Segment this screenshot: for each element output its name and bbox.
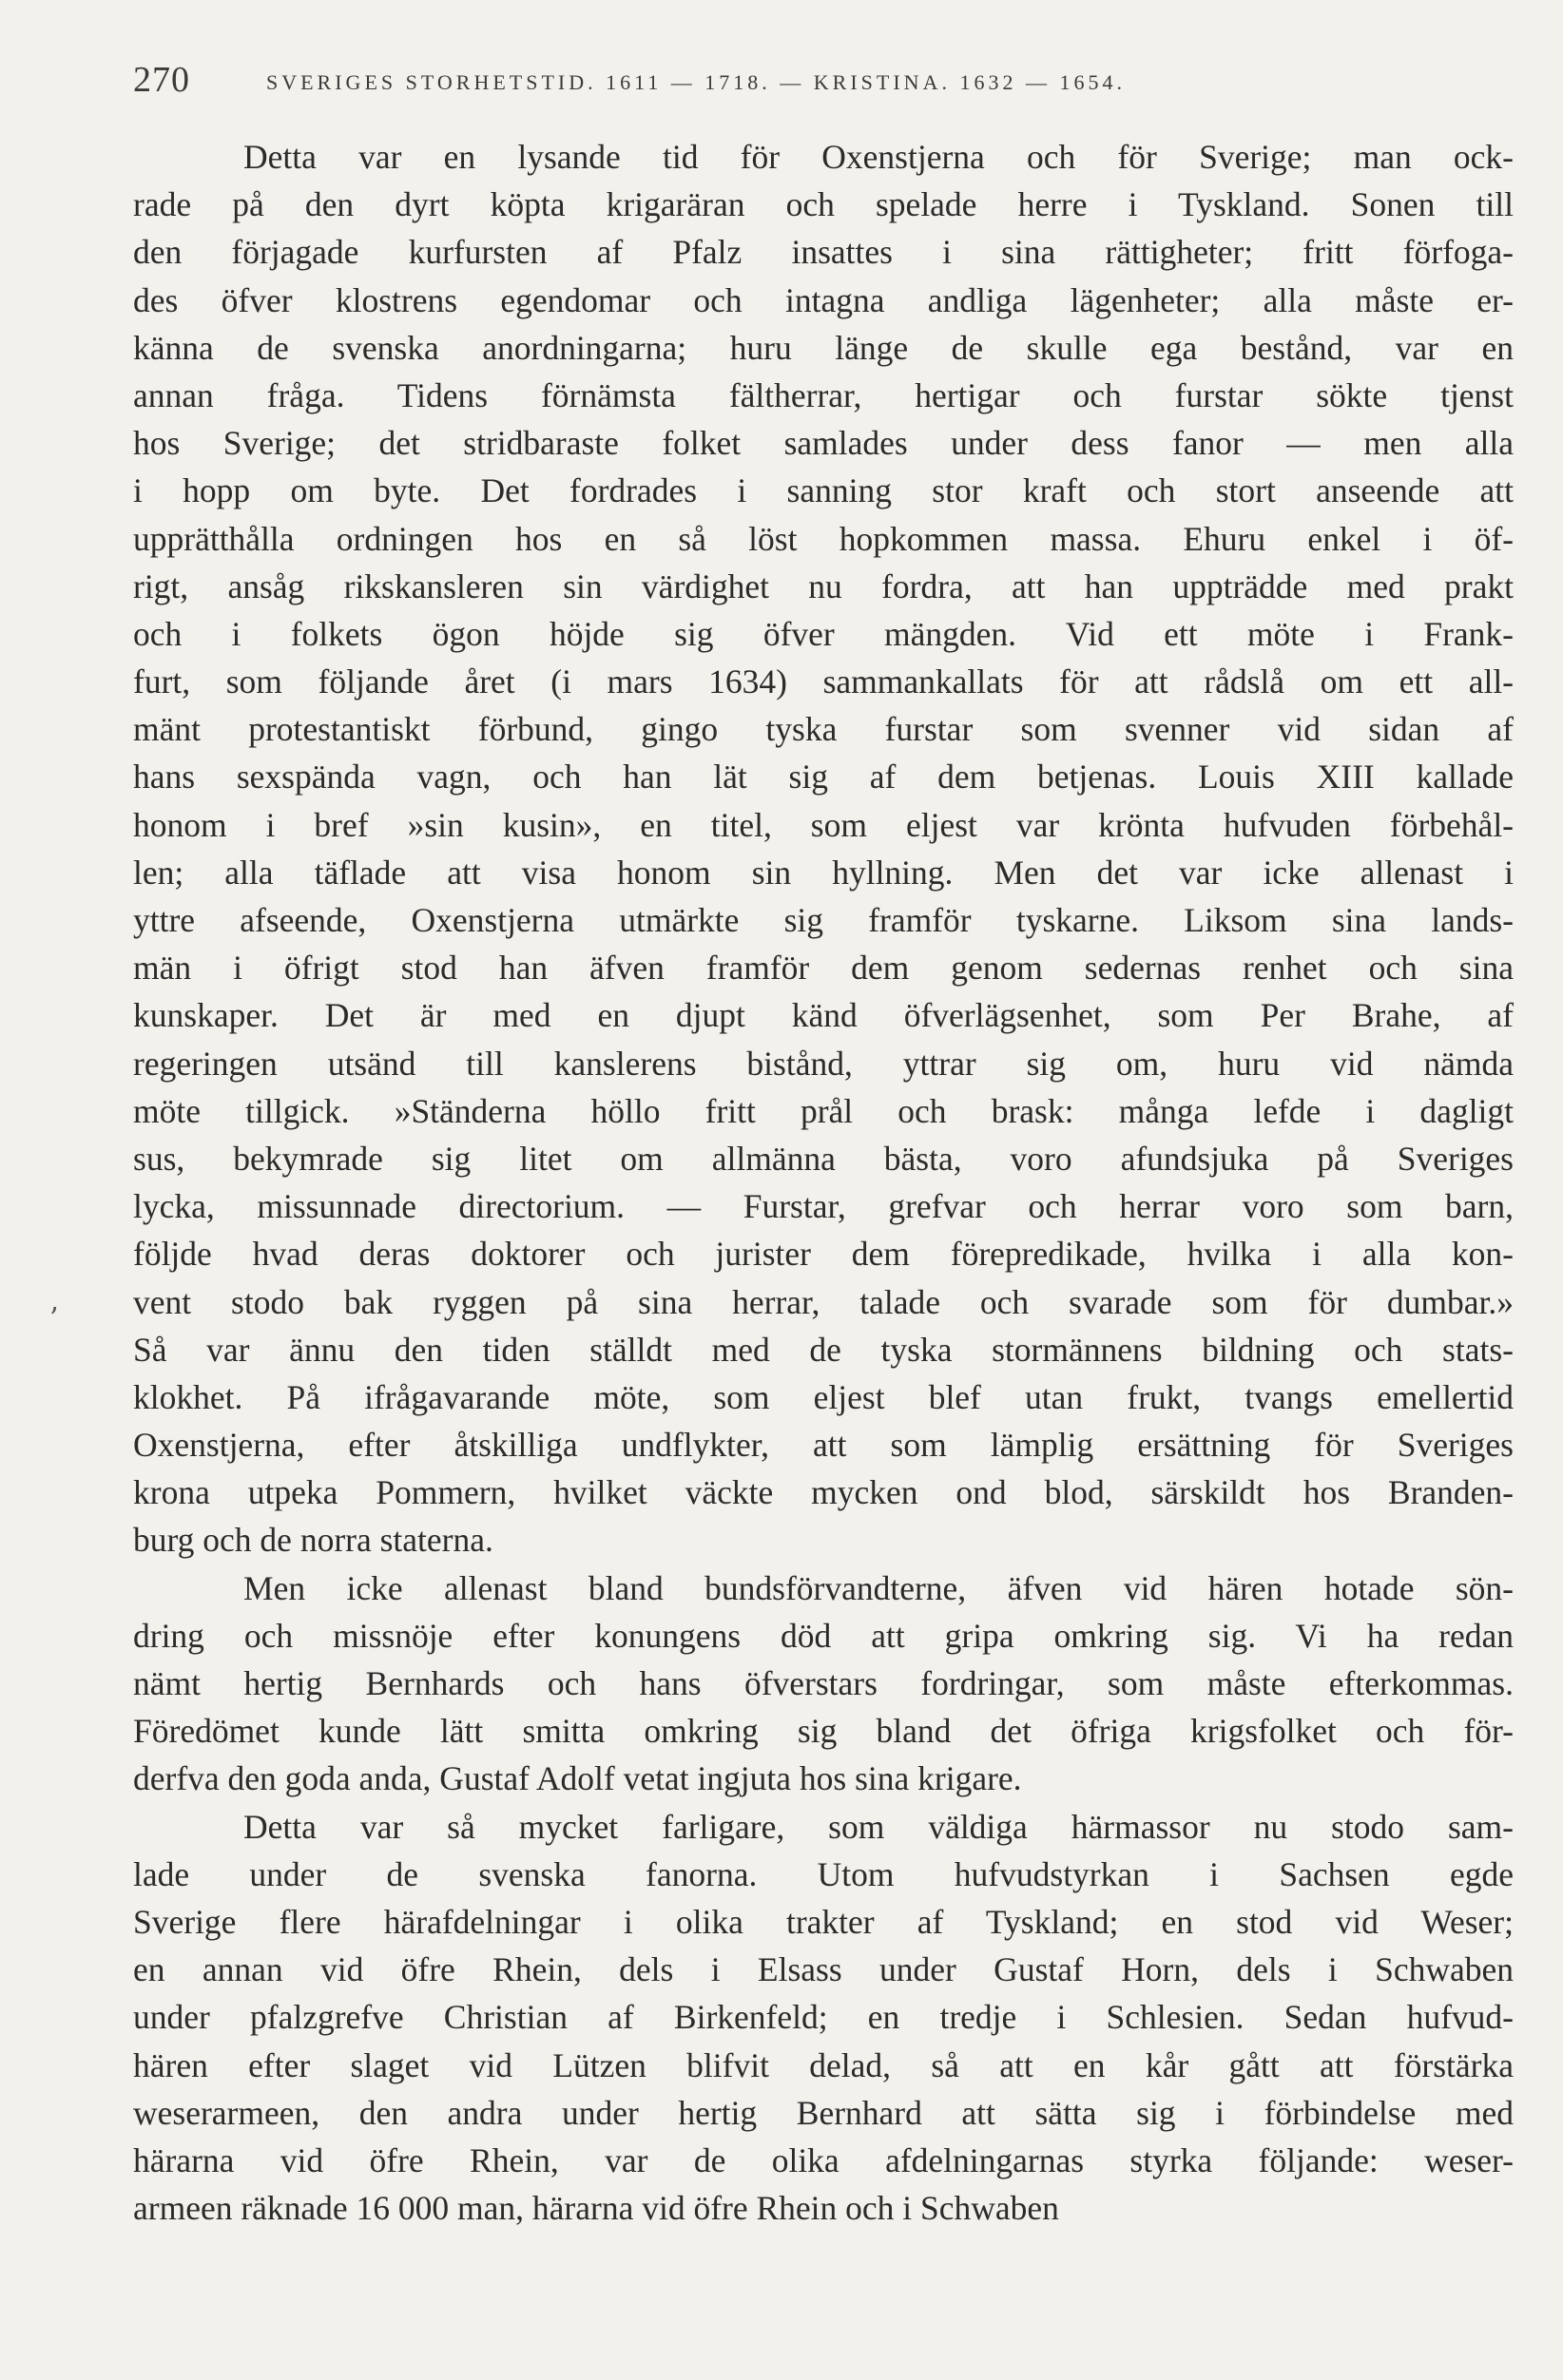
text-line: Oxenstjerna, efter åtskilliga undflykter, att som lämplig ersättning för Sveriges [133,1426,1514,1465]
text-line: des öfver klostrens egendomar och intagna andliga lägenheter; alla måste er- [133,280,1514,319]
text-line: Föredömet kunde lätt smitta omkring sig bland det öfriga krigsfolket och för- [133,1712,1514,1751]
text-line: Så var ännu den tiden ställdt med de tyska stormännens bildning och stats- [133,1330,1514,1369]
text-line: derfva den goda anda, Gustaf Adolf vetat ingjuta hos sina krigare. [133,1759,1022,1798]
text-line: honom i bref »sin kusin», en titel, som eljest var krönta hufvuden förbehål- [133,805,1514,844]
margin-mark: ’ [49,1302,59,1335]
text-line: hans sexspända vagn, och han lät sig af dem betjenas. Louis XIII kallade [133,758,1514,797]
paragraph [133,133,1514,1564]
text-line: hos Sverige; det stridbaraste folket samlades under dess fanor — men alla [133,424,1514,463]
text-line: dring och missnöje efter konungens död att gripa omkring sig. Vi ha redan [133,1616,1514,1655]
text-line: den förjagade kurfursten af Pfalz insattes i sina rättigheter; fritt förfoga- [133,233,1514,272]
page-number: 270 [133,60,190,100]
text-line: lycka, missunnade directorium. — Furstar, grefvar och herrar voro som barn, [133,1187,1514,1226]
text-line: hären efter slaget vid Lützen blifvit delad, så att en kår gått att förstärka [133,2045,1514,2084]
text-line: krona utpeka Pommern, hvilket väckte mycken ond blod, särskildt hos Branden- [133,1473,1514,1512]
text-line: Sverige flere härafdelningar i olika trakter af Tyskland; en stod vid Weser; [133,1902,1514,1941]
text-line: sus, bekymrade sig litet om allmänna bästa, voro afundsjuka på Sveriges [133,1139,1514,1178]
text-line: rade på den dyrt köpta krigaräran och spelade herre i Tyskland. Sonen till [133,185,1514,224]
text-line: lade under de svenska fanorna. Utom hufvudstyrkan i Sachsen egde [133,1854,1514,1893]
body-text [133,133,1514,2232]
text-line: regeringen utsänd till kanslerens bistånd, yttrar sig om, huru vid nämda [133,1044,1514,1083]
text-line: mänt protestantiskt förbund, gingo tyska furstar som svenner vid sidan af [133,710,1514,749]
text-line: kunskaper. Det är med en djupt känd öfverlägsenhet, som Per Brahe, af [133,996,1514,1035]
text-line: nämt hertig Bernhards och hans öfverstars fordringar, som måste efterkommas. [133,1664,1514,1702]
text-line: klokhet. På ifrågavarande möte, som eljest blef utan frukt, tvangs emellertid [133,1377,1514,1416]
text-line: armeen räknade 16 000 man, härarna vid öfre Rhein och i Schwaben [133,2189,1059,2228]
text-line: burg och de norra staterna. [133,1521,493,1560]
text-line: weserarmeen, den andra under hertig Bernhard att sätta sig i förbindelse med [133,2093,1514,2132]
paragraph [133,1803,1514,2233]
text-line: under pfalzgrefve Christian af Birkenfeld; en tredje i Schlesien. Sedan hufvud- [133,1998,1514,2037]
text-line: vent stodo bak ryggen på sina herrar, talade och svarade som för dumbar.» [133,1282,1514,1321]
text-line: och i folkets ögon höjde sig öfver mängden. Vid ett möte i Frank- [133,614,1514,653]
text-line: en annan vid öfre Rhein, dels i Elsass under Gustaf Horn, dels i Schwaben [133,1950,1514,1989]
page-header [133,59,1540,116]
text-line: i hopp om byte. Det fordrades i sanning stor kraft och stort anseende att [133,471,1514,510]
text-line: annan fråga. Tidens förnämsta fältherrar, hertigar och furstar sökte tjenst [133,375,1514,414]
text-line: känna de svenska anordningarna; huru länge de skulle ega bestånd, var en [133,328,1514,367]
text-line: Detta var en lysande tid för Oxenstjerna och för Sverige; man ock- [243,138,1514,176]
paragraph [133,1564,1514,1803]
text-line: upprätthålla ordningen hos en så löst hopkommen massa. Ehuru enkel i öf- [133,519,1514,558]
text-line: Men icke allenast bland bundsförvandterne, äfven vid hären hotade sön- [243,1568,1514,1607]
running-title: SVERIGES STORHETSTID. 1611 — 1718. — KRISTINA. 1632 — 1654. [266,70,1126,94]
text-line: yttre afseende, Oxenstjerna utmärkte sig framför tyskarne. Liksom sina lands- [133,901,1514,939]
text-line: rigt, ansåg rikskansleren sin värdighet nu fordra, att han uppträdde med prakt [133,566,1514,605]
text-line: möte tillgick. »Ständerna höllo fritt prål och brask: många lefde i dagligt [133,1091,1514,1130]
text-line: furt, som följande året (i mars 1634) sammankallats för att rådslå om ett all- [133,662,1514,701]
text-line: män i öfrigt stod han äfven framför dem genom sedernas renhet och sina [133,949,1514,988]
text-line: Detta var så mycket farligare, som väldiga härmassor nu stodo sam- [243,1807,1514,1846]
text-line: len; alla täflade att visa honom sin hyllning. Men det var icke allenast i [133,853,1514,892]
text-line: härarna vid öfre Rhein, var de olika afdelningarnas styrka följande: weser- [133,2140,1514,2179]
text-line: följde hvad deras doktorer och jurister dem förepredikade, hvilka i alla kon- [133,1235,1514,1274]
